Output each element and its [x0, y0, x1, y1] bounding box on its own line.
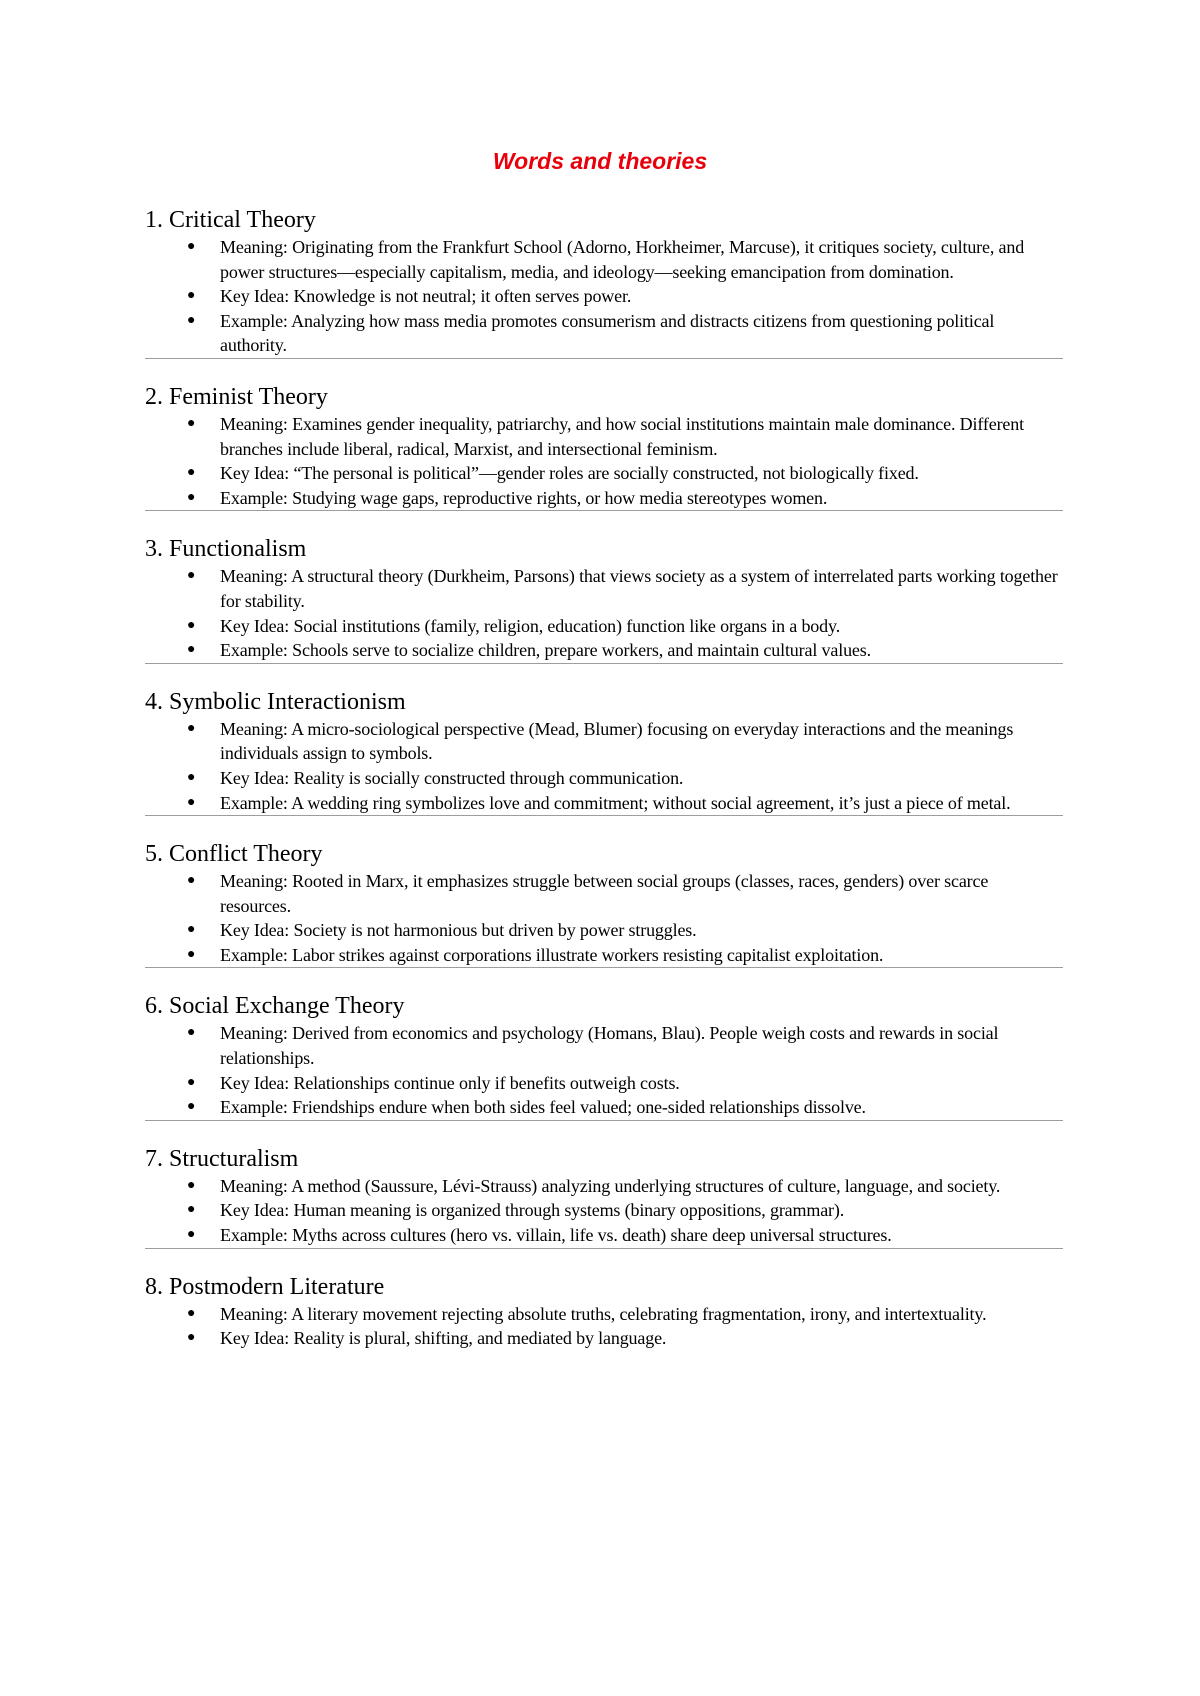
bullet-icon: ●	[187, 1305, 196, 1321]
list-item	[187, 614, 1063, 639]
list-item-text: Meaning: A literary movement rejecting absolute truths, celebrating fragmentation, irony, and intertextuality.	[220, 1303, 987, 1324]
list-item-text: Key Idea: Relationships continue only if benefits outweigh costs.	[220, 1072, 680, 1093]
section-title: Feminist Theory	[169, 383, 328, 410]
document-body	[145, 206, 1063, 1351]
list-item-text: Example: A wedding ring symbolizes love and commitment; without social agreement, it’s just a piece of metal.	[220, 792, 1011, 813]
section-heading	[145, 206, 1063, 235]
bullet-list	[145, 869, 1063, 967]
bullet-icon: ●	[187, 946, 196, 962]
section-spacer	[145, 511, 1063, 535]
bullet-icon: ●	[187, 239, 196, 254]
list-item-text: Meaning: Derived from economics and psychology (Homans, Blau). People weigh costs and rewards in social relationships.	[220, 1023, 999, 1069]
section-heading	[145, 383, 1063, 412]
list-item-text: Example: Friendships endure when both sides feel valued; one-sided relationships dissolve.	[220, 1097, 866, 1118]
section-title: Social Exchange Theory	[169, 993, 405, 1020]
bullet-icon: ●	[187, 489, 196, 505]
list-item	[187, 943, 1063, 968]
list-item-text: Key Idea: Society is not harmonious but driven by power struggles.	[220, 920, 697, 941]
section-number: 7.	[145, 1145, 163, 1172]
list-item-text: Key Idea: “The personal is political”—gender roles are socially constructed, not biologically fixed.	[220, 463, 919, 484]
section-number: 6.	[145, 993, 163, 1020]
list-item-text: Example: Myths across cultures (hero vs. villain, life vs. death) share deep universal structures.	[220, 1225, 892, 1246]
list-item-text: Example: Schools serve to socialize children, prepare workers, and maintain cultural values.	[220, 640, 871, 661]
section-8	[145, 1273, 1063, 1351]
bullet-icon: ●	[187, 1202, 196, 1218]
list-item	[187, 791, 1063, 816]
section-heading	[145, 1145, 1063, 1174]
document-title: Words and theories	[492, 148, 708, 174]
list-item	[187, 869, 1063, 918]
section-title: Symbolic Interactionism	[169, 688, 406, 715]
list-item	[187, 486, 1063, 511]
list-item	[187, 1198, 1063, 1223]
bullet-icon: ●	[187, 1074, 196, 1090]
bullet-icon: ●	[187, 1330, 196, 1346]
section-title: Postmodern Literature	[169, 1273, 385, 1300]
section-spacer	[145, 816, 1063, 840]
section-number: 5.	[145, 841, 163, 868]
list-item-text: Key Idea: Knowledge is not neutral; it often serves power.	[220, 286, 632, 307]
bullet-list	[145, 235, 1063, 358]
bullet-icon: ●	[187, 922, 196, 938]
section-spacer	[145, 664, 1063, 688]
list-item	[187, 1223, 1063, 1248]
bullet-icon: ●	[187, 642, 196, 658]
section-heading	[145, 992, 1063, 1021]
bullet-icon: ●	[187, 873, 196, 889]
section-6	[145, 992, 1063, 1119]
list-item	[187, 235, 1063, 284]
section-number: 4.	[145, 688, 163, 715]
list-item-text: Example: Studying wage gaps, reproductive rights, or how media stereotypes women.	[220, 487, 828, 508]
bullet-list	[145, 717, 1063, 815]
list-item-text: Key Idea: Human meaning is organized through systems (binary oppositions, grammar).	[220, 1200, 845, 1221]
section-7	[145, 1145, 1063, 1248]
section-heading	[145, 840, 1063, 869]
section-number: 1.	[145, 207, 163, 233]
bullet-list	[145, 412, 1063, 510]
list-item	[187, 918, 1063, 943]
section-heading	[145, 535, 1063, 564]
section-2	[145, 383, 1063, 510]
list-item-text: Example: Analyzing how mass media promotes consumerism and distracts citizens from questioning political authority.	[220, 310, 995, 356]
list-item-text: Meaning: A method (Saussure, Lévi-Strauss) analyzing underlying structures of culture, language, and society.	[220, 1175, 1001, 1196]
list-item-text: Example: Labor strikes against corporations illustrate workers resisting capitalist exploitation.	[220, 944, 884, 965]
list-item-text: Key Idea: Reality is plural, shifting, and mediated by language.	[220, 1328, 667, 1349]
bullet-icon: ●	[187, 1227, 196, 1243]
bullet-icon: ●	[187, 312, 196, 328]
section-title: Structuralism	[169, 1145, 299, 1172]
section-number: 2.	[145, 383, 163, 410]
section-number: 3.	[145, 536, 163, 563]
list-item	[187, 1302, 1063, 1327]
list-item	[187, 284, 1063, 309]
bullet-icon: ●	[187, 794, 196, 810]
bullet-icon: ●	[187, 720, 196, 736]
bullet-icon: ●	[187, 415, 196, 431]
list-item	[187, 1174, 1063, 1199]
bullet-list	[145, 1021, 1063, 1119]
list-item	[187, 717, 1063, 766]
section-title: Conflict Theory	[169, 841, 323, 868]
bullet-list	[145, 1302, 1063, 1351]
section-number: 8.	[145, 1273, 163, 1300]
list-item-text: Key Idea: Reality is socially constructed through communication.	[220, 767, 684, 788]
list-item	[187, 766, 1063, 791]
list-item-text: Meaning: Rooted in Marx, it emphasizes struggle between social groups (classes, races, genders) over scarce resources.	[220, 871, 989, 916]
list-item	[187, 564, 1063, 613]
list-item-text: Meaning: A structural theory (Durkheim, Parsons) that views society as a system of interrelated parts working together for stability.	[220, 566, 1058, 611]
list-item	[187, 1326, 1063, 1351]
bullet-icon: ●	[187, 617, 196, 633]
bullet-icon: ●	[187, 1177, 196, 1193]
section-1	[145, 206, 1063, 358]
section-spacer	[145, 1249, 1063, 1273]
bullet-icon: ●	[187, 1099, 196, 1115]
bullet-list	[145, 1174, 1063, 1248]
section-4	[145, 688, 1063, 815]
bullet-icon: ●	[187, 1025, 196, 1041]
list-item	[187, 1095, 1063, 1120]
section-title: Functionalism	[169, 536, 307, 563]
section-spacer	[145, 359, 1063, 383]
list-item	[187, 461, 1063, 486]
list-item	[187, 412, 1063, 461]
list-item-text: Meaning: A micro-sociological perspective (Mead, Blumer) focusing on everyday interactions and the meanings individuals assign to symbols.	[220, 718, 1014, 764]
section-5	[145, 840, 1063, 967]
list-item	[187, 1021, 1063, 1070]
list-item	[187, 1071, 1063, 1096]
section-heading	[145, 688, 1063, 717]
section-heading	[145, 1273, 1063, 1302]
section-spacer	[145, 968, 1063, 992]
list-item	[187, 638, 1063, 663]
section-3	[145, 535, 1063, 662]
bullet-list	[145, 564, 1063, 662]
bullet-icon: ●	[187, 465, 196, 481]
list-item-text: Key Idea: Social institutions (family, religion, education) function like organs in a body.	[220, 615, 841, 636]
section-title: Critical Theory	[169, 207, 316, 233]
list-item-text: Meaning: Originating from the Frankfurt School (Adorno, Horkheimer, Marcuse), it critiques society, culture, and power structures—especially capitalism, media, and ideology—seeking emancipation from domination.	[220, 237, 1025, 282]
section-spacer	[145, 1121, 1063, 1145]
list-item-text: Meaning: Examines gender inequality, patriarchy, and how social institutions maintain male dominance. Different branches include liberal, radical, Marxist, and intersectional feminism.	[220, 413, 1024, 459]
list-item	[187, 309, 1063, 358]
bullet-icon: ●	[187, 769, 196, 785]
bullet-icon: ●	[187, 288, 196, 304]
bullet-icon: ●	[187, 568, 196, 584]
